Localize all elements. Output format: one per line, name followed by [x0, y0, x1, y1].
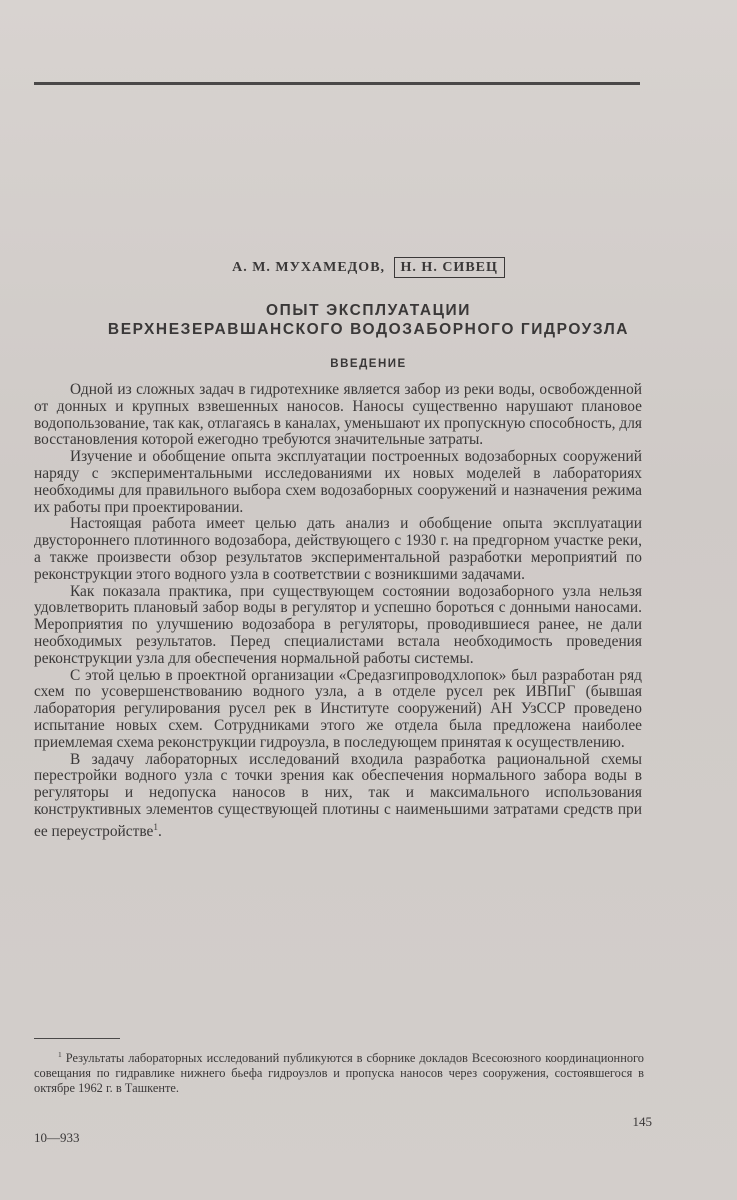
paragraph-last: В задачу лабораторных исследований входила разработка рациональной схемы перестройки водного узла с точки зрения как обеспечения нормального забора воды в регуляторы и недопуска наносов в них, так и максимального использования конструктивных элементов существующей плотины с наименьшими затратами средств при ее переустройстве$^1$. — [34, 750, 642, 840]
printer-signature: 10—933 — [34, 1130, 80, 1145]
article-title — [0, 301, 737, 339]
paragraph: С этой целью в проектной организации «Средазгипроводхлопок» был разработан ряд схем по усовершенствованию водного узла, а в отделе русел рек ИВПиГ (бывшая лаборатория регулирования русел рек в Институте сооружений) АН УзССР проведено испытание новых схем. Сотрудниками этого же отдела была предложена наиболее приемлемая схема реконструкции гидроузла, в последующем принятая к осуществлению. — [34, 666, 642, 751]
footnote — [34, 1047, 644, 1096]
top-rule — [34, 82, 640, 85]
author-2-boxed: Н. Н. СИВЕЦ — [394, 257, 505, 278]
paragraph: Как показала практика, при существующем состоянии водозаборного узла нельзя удовлетворить плановый забор воды в регулятор и успешно бороться с донными наносами. Мероприятия по улучшению водозабора в регуляторы, проводившиеся ранее, не дали необходимых результатов. Перед специалистами встала необходимость проведения реконструкции узла для обеспечения нормальной работы системы. — [34, 582, 642, 667]
title-line-1: ОПЫТ ЭКСПЛУАТАЦИИ — [265, 302, 472, 319]
paragraph: Настоящая работа имеет целью дать анализ и обобщение опыта эксплуатации двустороннего плотинного водозабора, действующего с 1930 г. на предгорном участке реки, а также произвести обзор результатов экспериментальной разработки мероприятий по реконструкции этого водного узла в соответствии с возникшими задачами. — [34, 515, 642, 583]
article-body — [34, 382, 642, 841]
page-number: 145 — [632, 1114, 652, 1129]
footnote-rule — [34, 1038, 120, 1039]
title-line-2: ВЕРХНЕЗЕРАВШАНСКОГО ВОДОЗАБОРНОГО ГИДРОУЗЛА — [107, 321, 630, 338]
footnote-ref: 1 — [153, 821, 158, 832]
paragraph: Одной из сложных задач в гидротехнике является забор из реки воды, освобожденной от донных и крупных взвешенных наносов. Наносы существенно нарушают плановое водопользование, так как, отлагаясь в каналах, уменьшают их пропускную способность, для восстановления которой ежегодно требуются значительные затраты. — [34, 381, 642, 449]
paragraph-text: В задачу лабораторных исследований входила разработка рациональной схемы перестройки водного узла с точки зрения как обеспечения нормального забора воды в регуляторы и недопуска наносов в них, так и максимального использования конструктивных элементов существующей плотины с наименьшими затратами средств при ее переустройстве — [34, 750, 642, 840]
paragraph: Изучение и обобщение опыта эксплуатации построенных водозаборных сооружений наряду с экспериментальными исследованиями их новых моделей в лабораториях необходимы для правильного выбора схем водозаборных сооружений и назначения режима их работы при проектировании. — [34, 448, 642, 516]
authors-line — [0, 260, 737, 276]
section-heading: ВВЕДЕНИЕ — [330, 358, 407, 370]
footnote-text: Результаты лабораторных исследований публикуются в сборнике докладов Всесоюзного координационного совещания по гидравлике нижнего бьефа гидроузлов и пропуска наносов через сооружения, состоявшегося в октябре 1962 г. в Ташкенте. — [34, 1051, 644, 1096]
author-1: А. М. МУХАМЕДОВ, — [232, 260, 386, 275]
footnote-marker: 1 — [58, 1050, 62, 1059]
